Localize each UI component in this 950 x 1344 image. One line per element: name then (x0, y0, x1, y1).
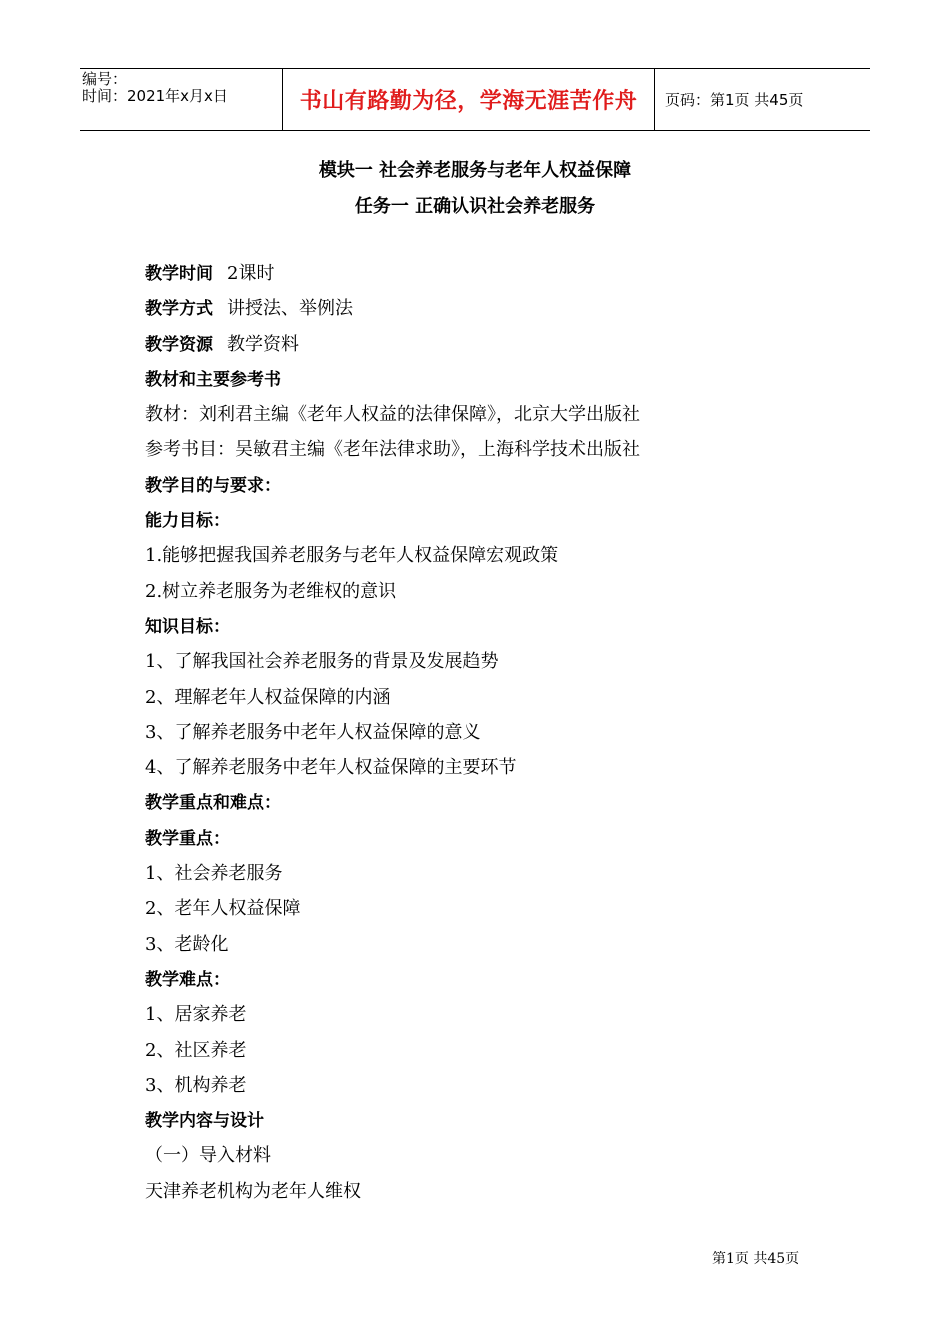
teaching-time-row (145, 260, 845, 295)
knowledge-item: 1、了解我国社会养老服务的背景及发展趋势 (145, 651, 499, 673)
teaching-method-label: 教学方式 (145, 299, 213, 320)
teaching-method-value: 讲授法、举例法 (227, 298, 353, 320)
header-left-cell (80, 69, 282, 130)
focus-item: 1、社会养老服务 (145, 863, 283, 885)
teaching-resource-value: 教学资料 (227, 333, 299, 355)
focus-item: 3、老龄化 (145, 933, 229, 955)
difficulty-item: 2、社区养老 (145, 1039, 247, 1061)
difficulty-heading: 教学难点： (145, 969, 230, 990)
ability-item: 1.能够把握我国养老服务与老年人权益保障宏观政策 (145, 545, 559, 567)
teaching-resource-row (145, 331, 845, 366)
teaching-method-row (145, 295, 845, 330)
header-page-info: 页码：第1页 共45页 (665, 91, 804, 109)
ability-item: 2.树立养老服务为老维权的意识 (145, 580, 397, 602)
content-heading: 教学内容与设计 (145, 1111, 264, 1132)
intro-heading: （一）导入材料 (145, 1145, 271, 1167)
knowledge-item: 4、了解养老服务中老年人权益保障的主要环节 (145, 757, 517, 779)
number-label: 编号： (82, 70, 128, 88)
focus-item: 2、老年人权益保障 (145, 898, 301, 920)
knowledge-heading: 知识目标： (145, 616, 230, 637)
module-title: 模块一 社会养老服务与老年人权益保障 (318, 160, 632, 181)
materials-heading: 教材和主要参考书 (145, 369, 281, 390)
intro-title: 天津养老机构为老年人维权 (145, 1180, 361, 1202)
document-header (80, 68, 870, 131)
difficulty-item: 3、机构养老 (145, 1074, 247, 1096)
knowledge-item: 2、理解老年人权益保障的内涵 (145, 686, 391, 708)
time-label: 时间：2021年x月x日 (82, 87, 228, 105)
textbook-line: 教材：刘利君主编《老年人权益的法律保障》，北京大学出版社 (145, 404, 640, 426)
objectives-heading: 教学目的与要求： (145, 475, 281, 496)
reference-line: 参考书目：吴敏君主编《老年法律求助》，上海科学技术出版社 (145, 439, 640, 461)
ability-heading: 能力目标： (145, 511, 230, 532)
page-footer: 第1页 共45页 (712, 1251, 800, 1267)
focus-difficulty-heading: 教学重点和难点： (145, 793, 281, 814)
header-motto: 书山有路勤为径，学海无涯苦作舟 (299, 89, 638, 114)
document-body (145, 260, 845, 1213)
task-title: 任务一 正确认识社会养老服务 (354, 196, 596, 217)
header-motto-cell (282, 69, 655, 130)
teaching-resource-label: 教学资源 (145, 334, 213, 355)
difficulty-item: 1、居家养老 (145, 1004, 247, 1026)
knowledge-item: 3、了解养老服务中老年人权益保障的意义 (145, 721, 481, 743)
focus-heading: 教学重点： (145, 828, 230, 849)
teaching-time-value: 2课时 (227, 263, 275, 284)
teaching-time-label: 教学时间 (145, 264, 213, 284)
